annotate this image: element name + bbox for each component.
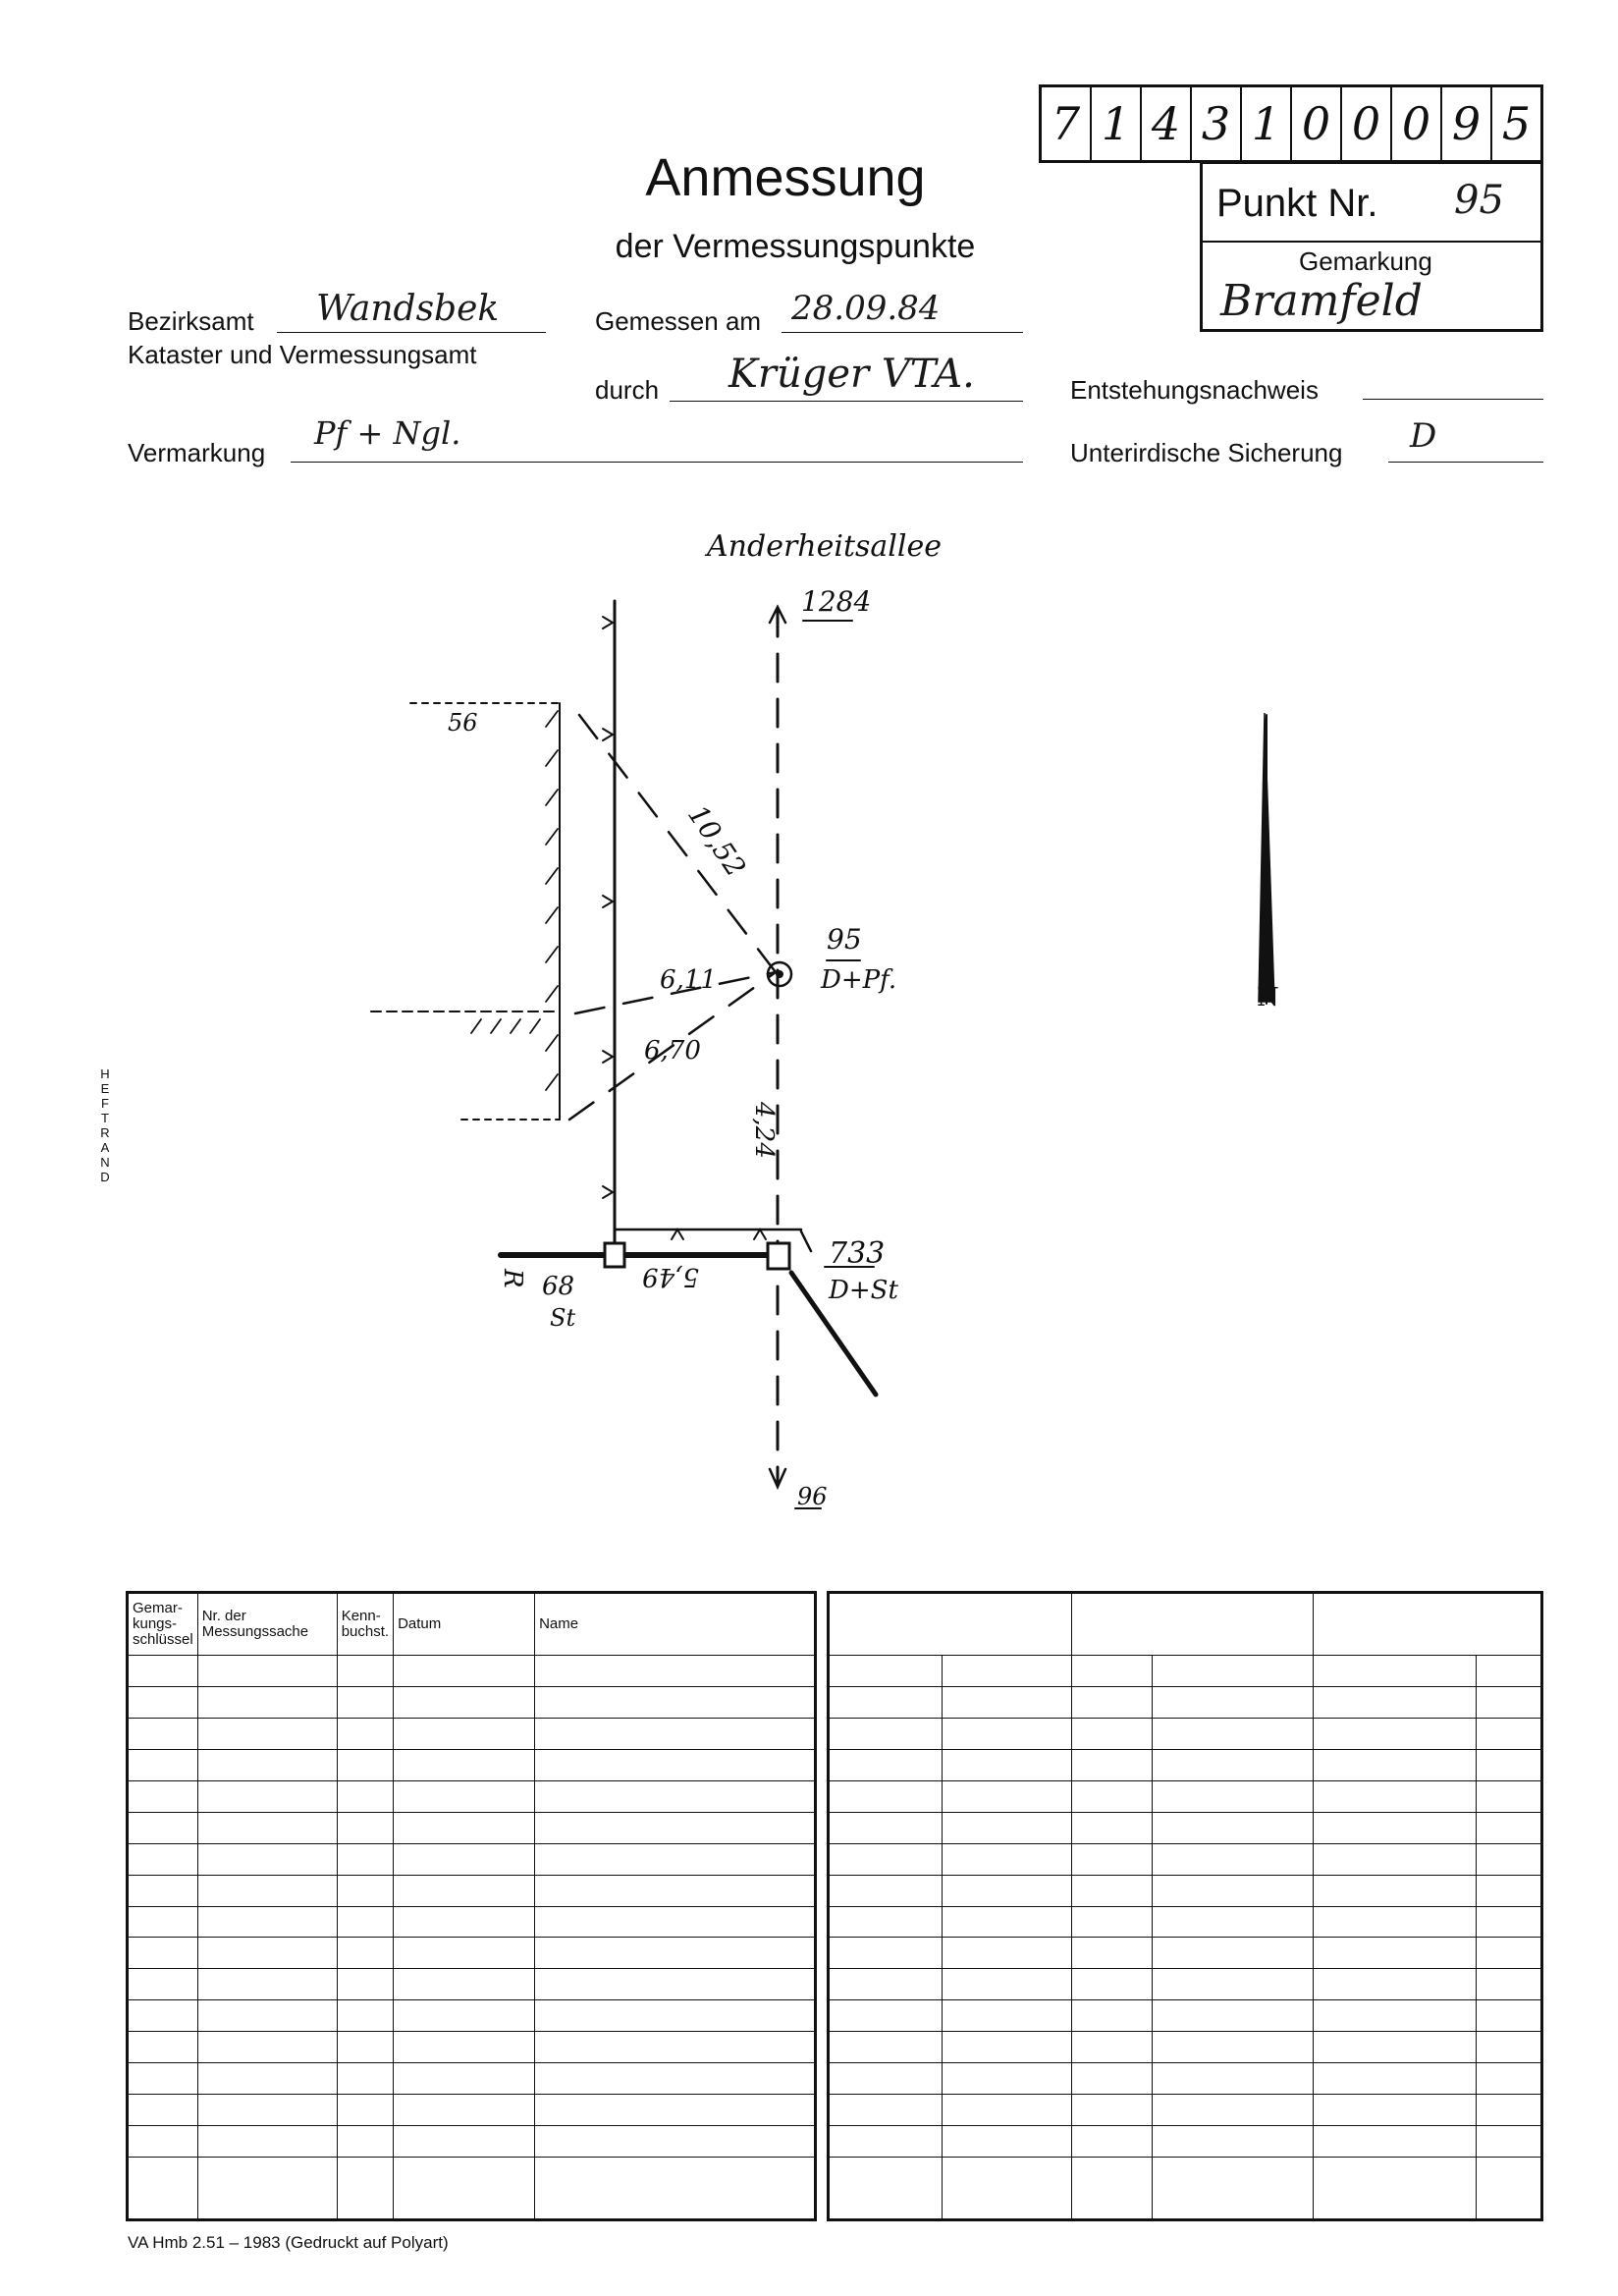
table-cell bbox=[128, 1656, 198, 1687]
table-cell bbox=[394, 2095, 535, 2126]
table-cell bbox=[394, 1656, 535, 1687]
table-cell bbox=[1477, 2063, 1542, 2095]
table-cell bbox=[1314, 1843, 1477, 1875]
table-cell bbox=[1153, 2126, 1314, 2158]
table-cell bbox=[337, 1812, 393, 1843]
table-cell bbox=[535, 1718, 816, 1749]
table-cell bbox=[943, 1938, 1072, 1969]
table-cell bbox=[1477, 1969, 1542, 2000]
label-r: R bbox=[498, 1269, 527, 1288]
table-cell bbox=[1153, 1969, 1314, 2000]
table-cell bbox=[943, 2032, 1072, 2063]
registry-table-left bbox=[126, 1591, 817, 2221]
table-cell bbox=[128, 1718, 198, 1749]
table-row bbox=[128, 1906, 816, 1938]
table-cell bbox=[1072, 1843, 1153, 1875]
table-cell bbox=[1072, 1686, 1153, 1718]
table-cell bbox=[1072, 1780, 1153, 1812]
point-733-mark: D+St bbox=[829, 1276, 898, 1305]
table-cell bbox=[829, 1780, 943, 1812]
table-row bbox=[829, 1906, 1542, 1938]
table-cell bbox=[535, 2032, 816, 2063]
table-cell bbox=[394, 1718, 535, 1749]
table-cell bbox=[394, 1749, 535, 1780]
bezirksamt-label: Bezirksamt bbox=[128, 306, 254, 336]
table-cell bbox=[943, 1906, 1072, 1938]
table-cell bbox=[1314, 1969, 1477, 2000]
table-cell bbox=[1477, 2032, 1542, 2063]
table-cell bbox=[1072, 1812, 1153, 1843]
table-cell bbox=[197, 2158, 337, 2220]
distance-549: 5,49 bbox=[642, 1262, 699, 1291]
header-name: Name bbox=[535, 1593, 816, 1656]
table-cell bbox=[337, 1718, 393, 1749]
table-cell bbox=[1314, 1875, 1477, 1906]
table-cell bbox=[394, 1843, 535, 1875]
header-gemarkung: Gemar-kungs-schlüssel bbox=[128, 1593, 198, 1656]
table-cell bbox=[337, 1749, 393, 1780]
header-nr: Nr. der Messungssache bbox=[197, 1593, 337, 1656]
table-row bbox=[128, 2095, 816, 2126]
table-cell bbox=[1477, 2000, 1542, 2032]
table-cell bbox=[535, 1749, 816, 1780]
number-digit: 1 bbox=[1242, 87, 1292, 160]
table-cell bbox=[128, 2063, 198, 2095]
number-digit: 9 bbox=[1442, 87, 1492, 160]
table-cell bbox=[1314, 2032, 1477, 2063]
table-cell bbox=[943, 2126, 1072, 2158]
table-row bbox=[128, 1686, 816, 1718]
table-cell bbox=[197, 2000, 337, 2032]
table-cell bbox=[943, 2095, 1072, 2126]
table-row bbox=[829, 1686, 1542, 1718]
table-cell bbox=[394, 2158, 535, 2220]
table-cell bbox=[943, 1656, 1072, 1687]
table-row bbox=[829, 1718, 1542, 1749]
table-cell bbox=[394, 1906, 535, 1938]
table-cell bbox=[829, 1812, 943, 1843]
table-cell bbox=[197, 1749, 337, 1780]
table-cell bbox=[1153, 2158, 1314, 2220]
point-96-label: 96 bbox=[797, 1483, 828, 1510]
table-cell bbox=[394, 1938, 535, 1969]
table-row bbox=[829, 1780, 1542, 1812]
point-68-label: 68 bbox=[542, 1272, 575, 1301]
table-cell bbox=[943, 1686, 1072, 1718]
table-row bbox=[128, 2063, 816, 2095]
table-cell bbox=[1314, 2095, 1477, 2126]
form-title: Anmessung bbox=[645, 148, 926, 207]
distance-611: 6,11 bbox=[660, 965, 717, 995]
table-cell bbox=[1153, 2032, 1314, 2063]
table-cell bbox=[535, 1875, 816, 1906]
distance-670: 6,70 bbox=[644, 1036, 701, 1066]
table-cell bbox=[394, 1969, 535, 2000]
number-digit: 1 bbox=[1092, 87, 1142, 160]
gemessen-label: Gemessen am bbox=[595, 306, 762, 336]
table-cell bbox=[1072, 1656, 1153, 1687]
table-cell bbox=[394, 1780, 535, 1812]
north-label: N bbox=[1257, 983, 1279, 1012]
point-733-label: 733 bbox=[829, 1236, 886, 1271]
table-cell bbox=[1314, 1780, 1477, 1812]
table-cell bbox=[1072, 2032, 1153, 2063]
table-cell bbox=[1477, 1780, 1542, 1812]
table-cell bbox=[337, 1969, 393, 2000]
table-cell bbox=[1072, 1749, 1153, 1780]
table-cell bbox=[197, 2032, 337, 2063]
table-cell bbox=[535, 2000, 816, 2032]
table-cell bbox=[829, 2063, 943, 2095]
table-cell bbox=[535, 1656, 816, 1687]
table-cell bbox=[197, 1969, 337, 2000]
table-cell bbox=[943, 2158, 1072, 2220]
gemarkung-label: Gemarkung bbox=[1299, 246, 1432, 276]
table-cell bbox=[1314, 1749, 1477, 1780]
table-cell bbox=[197, 2063, 337, 2095]
table-row bbox=[829, 2095, 1542, 2126]
table-cell bbox=[1477, 1718, 1542, 1749]
table-cell bbox=[337, 2126, 393, 2158]
table-cell bbox=[829, 1686, 943, 1718]
table-cell bbox=[535, 1780, 816, 1812]
table-row bbox=[128, 2158, 816, 2220]
table-cell bbox=[1314, 1906, 1477, 1938]
table-cell bbox=[128, 1686, 198, 1718]
table-cell bbox=[943, 1875, 1072, 1906]
table-cell bbox=[197, 2095, 337, 2126]
table-cell bbox=[128, 2095, 198, 2126]
table-cell bbox=[197, 2126, 337, 2158]
table-cell bbox=[1153, 1906, 1314, 1938]
street-label: Anderheitsallee bbox=[707, 529, 942, 564]
table-cell bbox=[337, 1656, 393, 1687]
table-cell bbox=[1153, 2095, 1314, 2126]
table-row bbox=[829, 2126, 1542, 2158]
table-cell bbox=[1477, 1843, 1542, 1875]
table-cell bbox=[829, 2000, 943, 2032]
table-row bbox=[829, 2032, 1542, 2063]
table-cell bbox=[829, 1749, 943, 1780]
number-digit: 0 bbox=[1292, 87, 1342, 160]
table-cell bbox=[943, 1749, 1072, 1780]
table-header-row bbox=[829, 1593, 1542, 1656]
table-cell bbox=[128, 1875, 198, 1906]
table-cell bbox=[535, 1906, 816, 1938]
table-cell bbox=[197, 1875, 337, 1906]
table-cell bbox=[943, 1780, 1072, 1812]
table-cell bbox=[829, 2095, 943, 2126]
form-footer: VA Hmb 2.51 – 1983 (Gedruckt auf Polyart) bbox=[128, 2233, 449, 2252]
table-row bbox=[128, 1812, 816, 1843]
table-row bbox=[128, 1938, 816, 1969]
table-cell bbox=[829, 1906, 943, 1938]
entstehung-label: Entstehungsnachweis bbox=[1070, 375, 1319, 405]
table-cell bbox=[1072, 1875, 1153, 1906]
table-cell bbox=[1072, 2126, 1153, 2158]
table-cell bbox=[1477, 1875, 1542, 1906]
table-cell bbox=[1153, 2063, 1314, 2095]
table-cell bbox=[128, 2000, 198, 2032]
table-cell bbox=[128, 2158, 198, 2220]
table-cell bbox=[535, 1812, 816, 1843]
table-cell bbox=[394, 2126, 535, 2158]
table-cell bbox=[1072, 2000, 1153, 2032]
table-cell bbox=[128, 1906, 198, 1938]
table-cell bbox=[829, 1969, 943, 2000]
table-row bbox=[829, 2000, 1542, 2032]
table-cell bbox=[943, 2000, 1072, 2032]
gemessen-value: 28.09.84 bbox=[791, 289, 941, 328]
table-row bbox=[829, 1969, 1542, 2000]
table-cell bbox=[1314, 1812, 1477, 1843]
point-95-label: 95 bbox=[827, 923, 862, 956]
table-cell bbox=[1072, 1969, 1153, 2000]
vermarkung-value: Pf + Ngl. bbox=[314, 414, 461, 452]
table-cell bbox=[829, 2032, 943, 2063]
table-row bbox=[829, 1843, 1542, 1875]
table-cell bbox=[197, 1938, 337, 1969]
table-row bbox=[128, 1656, 816, 1687]
sicherung-label: Unterirdische Sicherung bbox=[1070, 438, 1343, 467]
number-digit: 5 bbox=[1501, 97, 1532, 150]
table-cell bbox=[1072, 2095, 1153, 2126]
table-row bbox=[829, 1812, 1542, 1843]
number-digit: 3 bbox=[1192, 87, 1242, 160]
table-cell bbox=[943, 1969, 1072, 2000]
label-56: 56 bbox=[448, 709, 478, 737]
table-cell bbox=[1153, 1843, 1314, 1875]
table-cell bbox=[535, 2126, 816, 2158]
table-cell bbox=[337, 1780, 393, 1812]
table-cell bbox=[197, 1686, 337, 1718]
table-cell bbox=[829, 1718, 943, 1749]
table-row bbox=[128, 1718, 816, 1749]
table-cell bbox=[1153, 1686, 1314, 1718]
table-cell bbox=[1477, 1686, 1542, 1718]
table-cell bbox=[1072, 2158, 1153, 2220]
table-cell bbox=[394, 1812, 535, 1843]
table-cell bbox=[1072, 2063, 1153, 2095]
table-cell bbox=[128, 2032, 198, 2063]
table-row bbox=[128, 1969, 816, 2000]
table-cell bbox=[337, 2095, 393, 2126]
table-cell bbox=[1153, 1812, 1314, 1843]
table-cell bbox=[1153, 2000, 1314, 2032]
point-95-mark: D+Pf. bbox=[821, 965, 897, 995]
form-subtitle: der Vermessungspunkte bbox=[615, 228, 976, 265]
header-datum: Datum bbox=[394, 1593, 535, 1656]
table-row bbox=[829, 1656, 1542, 1687]
table-cell bbox=[829, 1656, 943, 1687]
table-cell bbox=[197, 1812, 337, 1843]
table-row bbox=[829, 1938, 1542, 1969]
table-cell bbox=[197, 1780, 337, 1812]
table-cell bbox=[535, 1969, 816, 2000]
table-cell bbox=[1314, 1686, 1477, 1718]
table-row bbox=[128, 2000, 816, 2032]
table-cell bbox=[394, 2063, 535, 2095]
table-cell bbox=[1072, 1718, 1153, 1749]
table-cell bbox=[943, 1812, 1072, 1843]
distance-424: 4,24 bbox=[749, 1102, 779, 1159]
table-cell bbox=[337, 2158, 393, 2220]
table-cell bbox=[1314, 2126, 1477, 2158]
table-cell bbox=[1153, 1656, 1314, 1687]
table-cell bbox=[394, 2000, 535, 2032]
table-cell bbox=[829, 1843, 943, 1875]
number-digit: 0 bbox=[1392, 87, 1442, 160]
table-cell bbox=[128, 1969, 198, 2000]
table-cell bbox=[1314, 1938, 1477, 1969]
point-733-marker bbox=[768, 1243, 789, 1269]
table-row bbox=[128, 1875, 816, 1906]
table-cell bbox=[394, 1686, 535, 1718]
table-cell bbox=[337, 1906, 393, 1938]
gemarkung-value: Bramfeld bbox=[1220, 276, 1423, 326]
table-cell bbox=[535, 1938, 816, 1969]
point-68-marker bbox=[605, 1243, 624, 1267]
table-cell bbox=[535, 2095, 816, 2126]
table-cell bbox=[1477, 1906, 1542, 1938]
number-digit: 4 bbox=[1142, 87, 1192, 160]
table-cell bbox=[128, 1812, 198, 1843]
header-kenn: Kenn-buchst. bbox=[337, 1593, 393, 1656]
table-cell bbox=[337, 1686, 393, 1718]
table-cell bbox=[197, 1718, 337, 1749]
table-cell bbox=[337, 2000, 393, 2032]
table-cell bbox=[829, 2158, 943, 2220]
table-cell bbox=[535, 1843, 816, 1875]
table-cell bbox=[1153, 1875, 1314, 1906]
table-cell bbox=[394, 1875, 535, 1906]
table-cell bbox=[535, 2158, 816, 2220]
table-cell bbox=[394, 2032, 535, 2063]
table-cell bbox=[128, 1938, 198, 1969]
durch-label: durch bbox=[595, 375, 660, 405]
sicherung-value: D bbox=[1410, 416, 1437, 456]
durch-value: Krüger VTA. bbox=[728, 352, 975, 397]
table-cell bbox=[535, 1686, 816, 1718]
table-cell bbox=[1477, 2158, 1542, 2220]
table-row bbox=[128, 1843, 816, 1875]
point-68-mark: St bbox=[550, 1304, 576, 1332]
table-cell bbox=[128, 2126, 198, 2158]
punkt-value: 95 bbox=[1454, 178, 1504, 223]
table-cell bbox=[337, 2063, 393, 2095]
header-cell-empty bbox=[829, 1593, 1072, 1656]
table-cell bbox=[197, 1843, 337, 1875]
number-digit: 0 bbox=[1342, 87, 1392, 160]
vermarkung-label: Vermarkung bbox=[128, 438, 266, 467]
table-cell bbox=[1314, 2063, 1477, 2095]
table-row bbox=[829, 2158, 1542, 2220]
table-cell bbox=[1477, 1749, 1542, 1780]
table-cell bbox=[1314, 2000, 1477, 2032]
table-cell bbox=[1072, 1938, 1153, 1969]
table-cell bbox=[1153, 1718, 1314, 1749]
punkt-label: Punkt Nr. bbox=[1216, 182, 1378, 225]
table-cell bbox=[829, 2126, 943, 2158]
table-cell bbox=[1477, 1938, 1542, 1969]
number-digit: 7 bbox=[1042, 87, 1092, 160]
table-cell bbox=[1314, 2158, 1477, 2220]
table-cell bbox=[337, 1843, 393, 1875]
table-cell bbox=[1072, 1906, 1153, 1938]
table-cell bbox=[943, 1718, 1072, 1749]
registry-table-right bbox=[827, 1591, 1543, 2221]
table-cell bbox=[1477, 2126, 1542, 2158]
header-cell-empty bbox=[1072, 1593, 1314, 1656]
table-row bbox=[128, 2032, 816, 2063]
heftrand-label: HEFTRAND bbox=[100, 1066, 110, 1184]
table-cell bbox=[1314, 1656, 1477, 1687]
table-row bbox=[829, 1875, 1542, 1906]
table-row bbox=[829, 2063, 1542, 2095]
table-row bbox=[128, 1780, 816, 1812]
table-cell bbox=[1153, 1938, 1314, 1969]
table-cell bbox=[829, 1938, 943, 1969]
table-cell bbox=[1314, 1718, 1477, 1749]
table-cell bbox=[943, 2063, 1072, 2095]
table-cell bbox=[829, 1875, 943, 1906]
table-cell bbox=[197, 1656, 337, 1687]
table-cell bbox=[337, 1875, 393, 1906]
table-row bbox=[128, 2126, 816, 2158]
table-cell bbox=[1477, 1812, 1542, 1843]
header-cell-empty bbox=[1314, 1593, 1542, 1656]
table-cell bbox=[337, 2032, 393, 2063]
table-cell bbox=[128, 1843, 198, 1875]
table-row bbox=[829, 1749, 1542, 1780]
table-cell bbox=[1153, 1780, 1314, 1812]
table-cell bbox=[128, 1749, 198, 1780]
table-cell bbox=[197, 1906, 337, 1938]
table-cell bbox=[535, 2063, 816, 2095]
table-cell bbox=[1477, 1656, 1542, 1687]
table-cell bbox=[1477, 2095, 1542, 2126]
table-header-row bbox=[128, 1593, 816, 1656]
table-cell bbox=[337, 1938, 393, 1969]
table-cell bbox=[943, 1843, 1072, 1875]
table-cell bbox=[1153, 1749, 1314, 1780]
kataster-label: Kataster und Vermessungsamt bbox=[128, 340, 477, 369]
bezirksamt-value: Wandsbek bbox=[316, 289, 500, 329]
table-cell bbox=[128, 1780, 198, 1812]
distance-1052: 10,52 bbox=[681, 798, 753, 883]
table-row bbox=[128, 1749, 816, 1780]
point-1284-label: 1284 bbox=[801, 585, 872, 618]
